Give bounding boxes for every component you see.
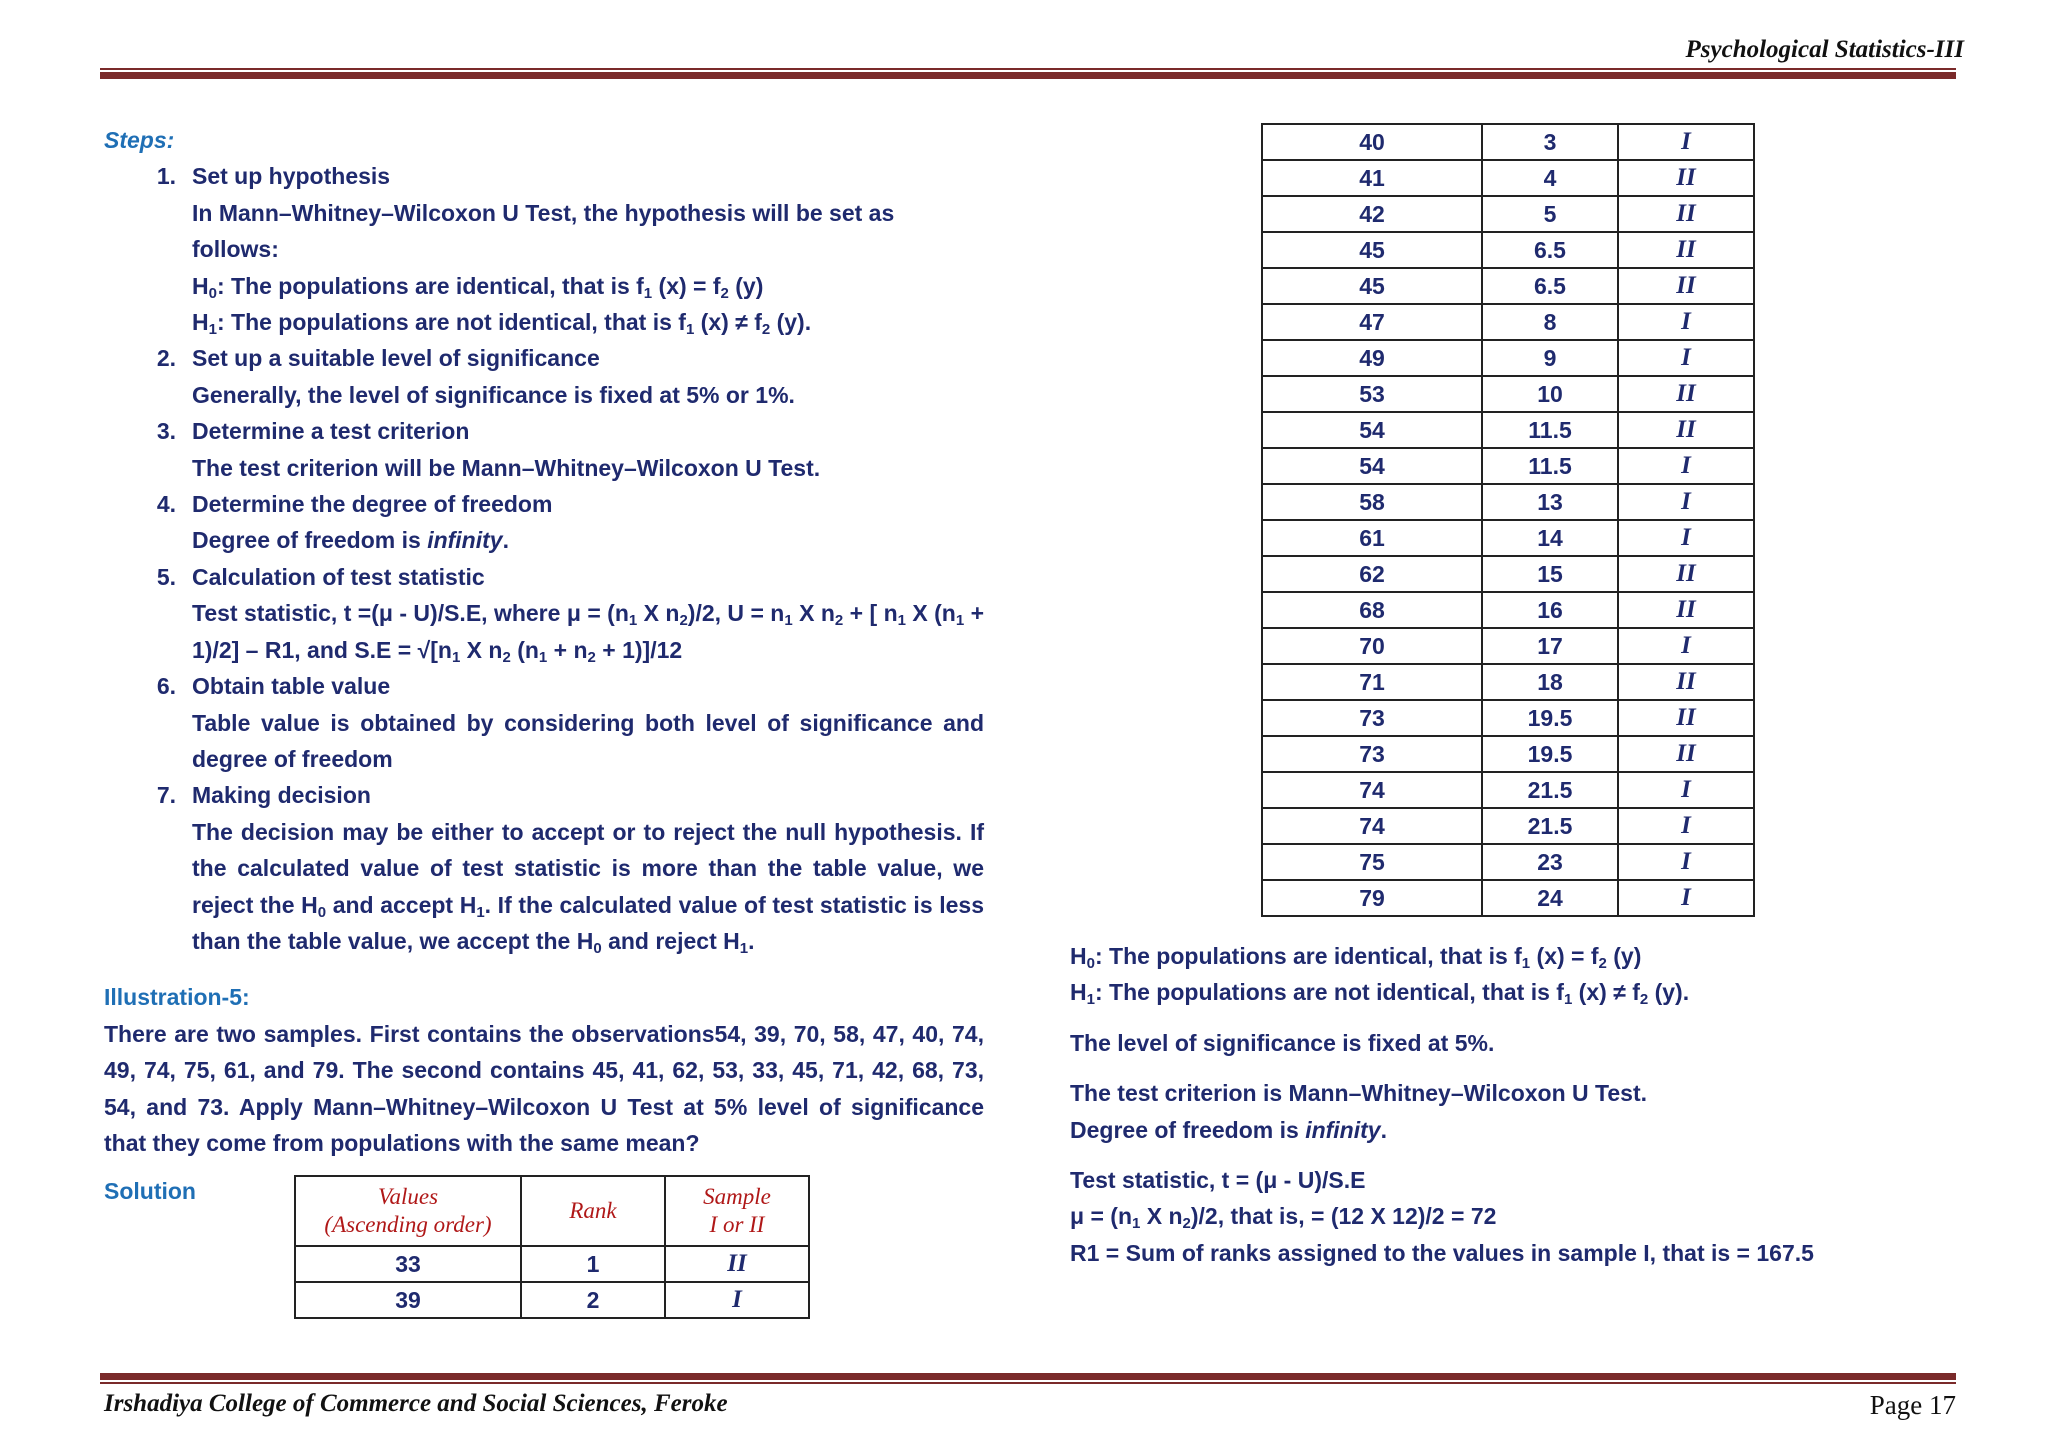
sample-cell: I <box>1618 520 1754 556</box>
rank-cell: 10 <box>1482 376 1618 412</box>
rank-cell: 6.5 <box>1482 232 1618 268</box>
rank-cell: 18 <box>1482 664 1618 700</box>
value-cell: 74 <box>1262 808 1482 844</box>
sample-cell: II <box>1618 664 1754 700</box>
table-body <box>1262 124 1754 916</box>
step-2 <box>104 340 984 376</box>
value-cell: 53 <box>1262 376 1482 412</box>
table-header-row <box>295 1176 809 1246</box>
value-cell: 42 <box>1262 196 1482 232</box>
footer-college: Irshadiya College of Commerce and Social Sciences, Feroke <box>104 1390 728 1417</box>
sample-header: Sample I or II <box>665 1176 809 1246</box>
sample-cell: II <box>1618 232 1754 268</box>
sample-cell: I <box>1618 628 1754 664</box>
sample-cell: II <box>1618 160 1754 196</box>
rank-cell: 11.5 <box>1482 448 1618 484</box>
table-row <box>1262 592 1754 628</box>
left-column <box>104 122 984 1210</box>
sample-cell: II <box>1618 376 1754 412</box>
value-cell: 40 <box>1262 124 1482 160</box>
step-number: 3. <box>156 418 176 445</box>
values-header: Values (Ascending order) <box>295 1176 521 1246</box>
table-row <box>1262 556 1754 592</box>
header-rule-thin <box>100 68 1956 70</box>
value-cell: 49 <box>1262 340 1482 376</box>
value-cell: 39 <box>295 1282 521 1318</box>
value-cell: 54 <box>1262 448 1482 484</box>
rank-table-part-2 <box>1261 123 1755 917</box>
table-row <box>1262 448 1754 484</box>
value-cell: 58 <box>1262 484 1482 520</box>
footer-rule-thick <box>100 1373 1956 1380</box>
step-6 <box>104 668 984 704</box>
step-3-body: The test criterion will be Mann–Whitney–Wilcoxon U Test. <box>192 454 821 481</box>
value-cell: 74 <box>1262 772 1482 808</box>
value-cell: 62 <box>1262 556 1482 592</box>
rank-table-part-1 <box>294 1175 810 1319</box>
table-body <box>295 1246 809 1318</box>
solution-criterion: The test criterion is Mann–Whitney–Wilcoxon U Test. <box>1070 1080 1648 1107</box>
sample-cell: II <box>1618 556 1754 592</box>
footer-rule-thin <box>100 1382 1956 1384</box>
value-cell: 73 <box>1262 736 1482 772</box>
table-row <box>1262 520 1754 556</box>
illustration-heading: Illustration-5: <box>104 984 250 1011</box>
step-title: Determine a test criterion <box>192 418 470 445</box>
value-cell: 45 <box>1262 232 1482 268</box>
table-row <box>1262 196 1754 232</box>
step-5-formula: Test statistic, t =(μ - U)/S.E, where $\mu = (n_1$ X $n_2)/2$, $U = n_1$ X $n_2$ + [ $n_1$ X $(n_1 + 1)/2] - R1$, and $S.E = √[n_1$ X $n_2$ $(n_1 + n_2 + 1)]/12$ <box>192 600 985 666</box>
rank-cell: 19.5 <box>1482 700 1618 736</box>
step-number: 1. <box>156 163 176 190</box>
rank-cell: 16 <box>1482 592 1618 628</box>
rank-header: Rank <box>521 1176 665 1246</box>
rank-cell: 21.5 <box>1482 808 1618 844</box>
sample-cell: II <box>1618 700 1754 736</box>
sample-cell: I <box>1618 340 1754 376</box>
step-number: 7. <box>156 782 176 809</box>
table-row <box>1262 808 1754 844</box>
step-6-body: Table value is obtained by considering both level of significance and degree of freedom <box>192 709 984 772</box>
rank-cell: 19.5 <box>1482 736 1618 772</box>
table-row <box>1262 124 1754 160</box>
table-row <box>1262 340 1754 376</box>
rank-cell: 21.5 <box>1482 772 1618 808</box>
value-cell: 75 <box>1262 844 1482 880</box>
value-cell: 41 <box>1262 160 1482 196</box>
table-row <box>295 1246 809 1282</box>
table-row <box>1262 628 1754 664</box>
step-title: Determine the degree of freedom <box>192 491 553 518</box>
rank-cell: 5 <box>1482 196 1618 232</box>
table-row <box>1262 700 1754 736</box>
footer-page-number: Page 17 <box>1869 1390 1956 1420</box>
step-title: Making decision <box>192 782 371 809</box>
table-row <box>1262 664 1754 700</box>
step-4 <box>104 486 984 522</box>
step-title: Obtain table value <box>192 673 391 700</box>
rank-cell: 15 <box>1482 556 1618 592</box>
solution-h1: $H_1$: The populations are not identical, that is $f_1$ $(x) \ne f_2$ (y). <box>1070 979 1690 1009</box>
steps-heading: Steps: <box>104 127 175 153</box>
sample-cell: II <box>665 1246 809 1282</box>
step-1 <box>104 158 984 194</box>
step-7 <box>104 777 984 813</box>
value-cell: 61 <box>1262 520 1482 556</box>
sample-cell: II <box>1618 412 1754 448</box>
table-row <box>1262 268 1754 304</box>
step-number: 2. <box>156 345 176 372</box>
step-5 <box>104 559 984 595</box>
rank-cell: 1 <box>521 1246 665 1282</box>
table-row <box>1262 484 1754 520</box>
value-cell: 71 <box>1262 664 1482 700</box>
step-2-body: Generally, the level of significance is fixed at 5% or 1%. <box>192 381 795 408</box>
table-row <box>295 1282 809 1318</box>
sample-cell: I <box>1618 448 1754 484</box>
value-cell: 73 <box>1262 700 1482 736</box>
rank-cell: 2 <box>521 1282 665 1318</box>
header-title: Psychological Statistics-III <box>1685 36 1964 63</box>
sample-cell: I <box>1618 124 1754 160</box>
sample-cell: I <box>1618 304 1754 340</box>
value-cell: 47 <box>1262 304 1482 340</box>
header-rule-thick <box>100 72 1956 79</box>
rank-cell: 8 <box>1482 304 1618 340</box>
rank-cell: 17 <box>1482 628 1618 664</box>
rank-cell: 14 <box>1482 520 1618 556</box>
step-7-body: The decision may be either to accept or to reject the null hypothesis. If the calculated value of test statistic is more than the table value, we reject the $H_0$ and accept $H_1$. If the calculated value of test statistic is less than the table value, we accept the $H_0$ and reject $H_1$. <box>192 818 985 957</box>
sample-cell: I <box>665 1282 809 1318</box>
value-cell: 33 <box>295 1246 521 1282</box>
illustration-text: There are two samples. First contains the observations54, 39, 70, 58, 47, 40, 74, 49, 74, 75, 61, and 79. The second contains 45, 41, 62, 53, 33, 45, 71, 42, 68, 73, 54, and 73. Apply Mann–Whitney–Wilcoxon U Test at 5% level of significance that they come from populations with the same mean? <box>104 1020 984 1156</box>
step-title: Calculation of test statistic <box>192 563 485 590</box>
right-column <box>1070 938 1970 1271</box>
sample-cell: I <box>1618 484 1754 520</box>
table-row <box>1262 376 1754 412</box>
sample-cell: I <box>1618 844 1754 880</box>
table-row <box>1262 844 1754 880</box>
value-cell: 70 <box>1262 628 1482 664</box>
solution-r1: R1 = Sum of ranks assigned to the values in sample I, that is = 167.5 <box>1070 1239 1814 1266</box>
rank-cell: 3 <box>1482 124 1618 160</box>
sample-cell: I <box>1618 880 1754 916</box>
step-1-h0: $H_0$: The populations are identical, that is $f_1$ $(x) = f_2$ (y) <box>192 272 764 302</box>
step-number: 4. <box>156 491 176 518</box>
sample-cell: I <box>1618 808 1754 844</box>
solution-h0: $H_0$: The populations are identical, that is $f_1$ $(x) = f_2$ (y) <box>1070 943 1642 972</box>
solution-mu: $\mu = (n_1$ X $n_2)/2$, that is, = (12 X 12)/2 = 72 <box>1070 1203 1497 1233</box>
step-4-body: Degree of freedom is infinity. <box>192 527 509 554</box>
value-cell: 45 <box>1262 268 1482 304</box>
value-cell: 68 <box>1262 592 1482 628</box>
rank-cell: 23 <box>1482 844 1618 880</box>
solution-heading: Solution <box>104 1178 196 1205</box>
sample-cell: I <box>1618 772 1754 808</box>
rank-cell: 4 <box>1482 160 1618 196</box>
step-number: 6. <box>156 673 176 700</box>
rank-cell: 9 <box>1482 340 1618 376</box>
solution-level: The level of significance is fixed at 5%. <box>1070 1029 1495 1056</box>
table-row <box>1262 160 1754 196</box>
table-row <box>1262 412 1754 448</box>
table-row <box>1262 232 1754 268</box>
value-cell: 54 <box>1262 412 1482 448</box>
table-row <box>1262 736 1754 772</box>
solution-dof: Degree of freedom is infinity. <box>1070 1116 1387 1143</box>
sample-cell: II <box>1618 592 1754 628</box>
step-title: Set up a suitable level of significance <box>192 345 600 372</box>
solution-stat: Test statistic, t = (μ - U)/S.E <box>1070 1167 1366 1194</box>
rank-cell: 6.5 <box>1482 268 1618 304</box>
step-1-h1: $H_1$: The populations are not identical, that is $f_1$ $(x) \ne f_2$ (y). <box>192 309 812 339</box>
sample-cell: II <box>1618 736 1754 772</box>
step-1-line: In Mann–Whitney–Wilcoxon U Test, the hypothesis will be set as follows: <box>192 199 895 263</box>
rank-cell: 24 <box>1482 880 1618 916</box>
step-3 <box>104 413 984 449</box>
rank-cell: 13 <box>1482 484 1618 520</box>
sample-cell: II <box>1618 196 1754 232</box>
value-cell: 79 <box>1262 880 1482 916</box>
table-row <box>1262 304 1754 340</box>
rank-cell: 11.5 <box>1482 412 1618 448</box>
step-title: Set up hypothesis <box>192 163 391 190</box>
table-row <box>1262 880 1754 916</box>
step-number: 5. <box>156 563 176 590</box>
sample-cell: II <box>1618 268 1754 304</box>
table-row <box>1262 772 1754 808</box>
